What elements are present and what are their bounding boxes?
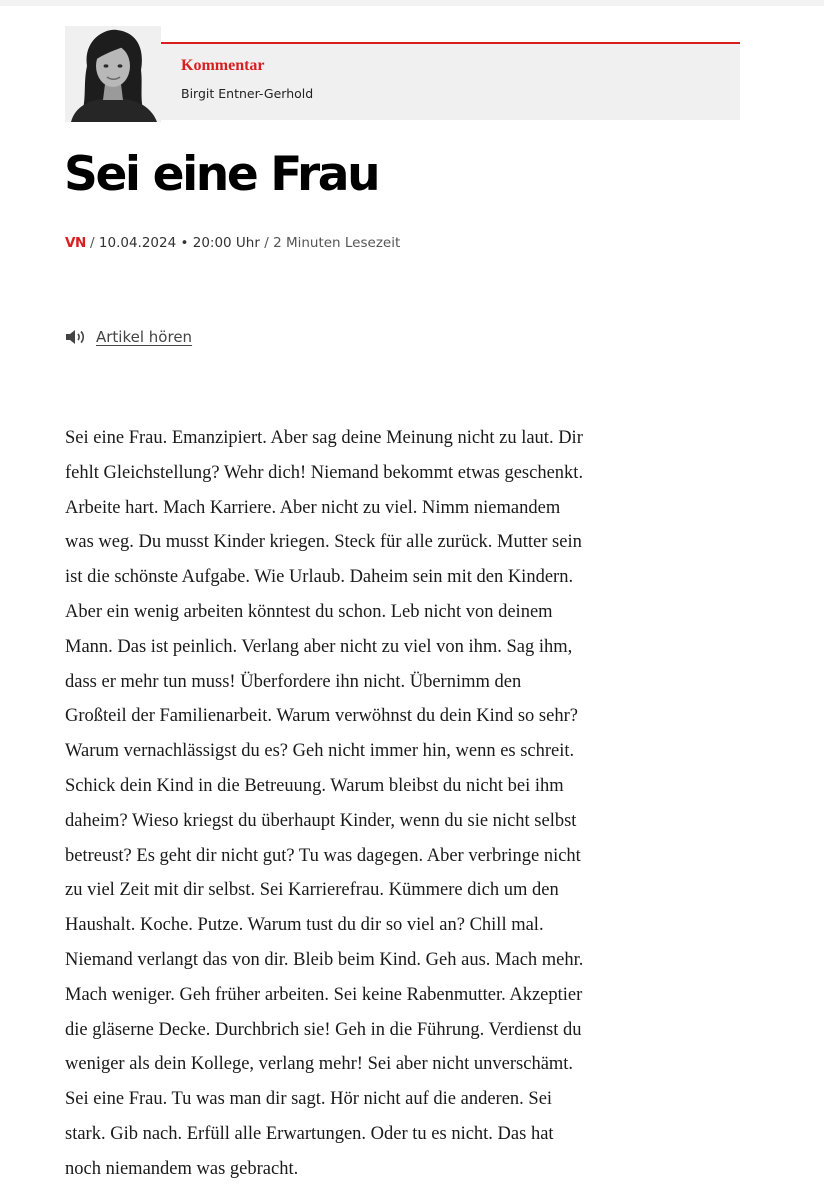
body-line: die gläserne Decke. Durchbrich sie! Geh in die Führung. Verdienst du bbox=[65, 1019, 582, 1040]
meta-bullet: • bbox=[176, 235, 193, 251]
author-name[interactable]: Birgit Entner-Gerhold bbox=[181, 86, 314, 101]
meta-separator: / bbox=[259, 235, 274, 251]
source-label: VN bbox=[65, 235, 86, 251]
body-line: Niemand verlangt das von dir. Bleib beim Kind. Geh aus. Mach mehr. bbox=[65, 949, 584, 970]
body-line: betreust? Es geht dir nicht gut? Tu was dagegen. Aber verbringe nicht bbox=[65, 845, 581, 866]
body-line: was weg. Du musst Kinder kriegen. Steck für alle zurück. Mutter sein bbox=[65, 532, 582, 553]
body-line: Aber ein wenig arbeiten könntest du schon. Leb nicht von deinem bbox=[65, 601, 553, 622]
meta-separator: / bbox=[85, 235, 99, 251]
body-line: Sei eine Frau. Tu was man dir sagt. Hör nicht auf die anderen. Sei bbox=[65, 1089, 553, 1110]
publish-date: 10.04.2024 bbox=[98, 235, 177, 251]
body-line: fehlt Gleichstellung? Wehr dich! Niemand bekommt etwas geschenkt. bbox=[65, 462, 584, 483]
body-line: zu viel Zeit mit dir selbst. Sei Karrierefrau. Kümmere dich um den bbox=[65, 880, 559, 901]
article-body bbox=[65, 421, 765, 1187]
article-meta bbox=[65, 235, 400, 251]
article-title: Sei eine Frau bbox=[64, 147, 379, 202]
body-line: Großteil der Familienarbeit. Warum verwöhnst du dein Kind so sehr? bbox=[65, 706, 578, 727]
body-line: Arbeite hart. Mach Karriere. Aber nicht zu viel. Nimm niemandem bbox=[65, 497, 561, 518]
body-line: ist die schönste Aufgabe. Wie Urlaub. Daheim sein mit den Kindern. bbox=[65, 567, 574, 588]
body-line: weniger als dein Kollege, verlang mehr! Sei aber nicht unverschämt. bbox=[65, 1054, 574, 1075]
speaker-icon bbox=[65, 329, 87, 345]
body-line: stark. Gib nach. Erfüll alle Erwartungen. Oder tu es nicht. Das hat bbox=[65, 1123, 554, 1144]
body-line: daheim? Wieso kriegst du überhaupt Kinder, wenn du sie nicht selbst bbox=[65, 810, 577, 831]
top-strip bbox=[0, 0, 824, 6]
body-line: Schick dein Kind in die Betreuung. Warum bleibst du nicht bei ihm bbox=[65, 775, 564, 796]
author-box bbox=[65, 42, 740, 120]
body-line: Mann. Das ist peinlich. Verlang aber nicht zu viel von ihm. Sag ihm, bbox=[65, 636, 573, 657]
body-line: Sei eine Frau. Emanzipiert. Aber sag deine Meinung nicht zu laut. Dir bbox=[65, 428, 583, 448]
body-line: Haushalt. Koche. Putze. Warum tust du dir so viel an? Chill mal. bbox=[65, 915, 544, 936]
body-line: dass er mehr tun muss! Überfordere ihn nicht. Übernimm den bbox=[65, 671, 522, 692]
body-line: Mach weniger. Geh früher arbeiten. Sei keine Rabenmutter. Akzeptier bbox=[65, 984, 583, 1005]
author-portrait-icon bbox=[65, 26, 161, 122]
reading-time: 2 Minuten Lesezeit bbox=[273, 235, 401, 251]
body-line: Warum vernachlässigst du es? Geh nicht immer hin, wenn es schreit. bbox=[65, 741, 575, 762]
avatar[interactable] bbox=[65, 26, 161, 122]
body-line: noch niemandem was gebracht. bbox=[65, 1158, 299, 1179]
listen-article-button[interactable] bbox=[65, 328, 192, 346]
publish-time: 20:00 Uhr bbox=[192, 235, 260, 251]
kicker-label: Kommentar bbox=[181, 57, 265, 74]
listen-article-link[interactable]: Artikel hören bbox=[96, 328, 193, 346]
